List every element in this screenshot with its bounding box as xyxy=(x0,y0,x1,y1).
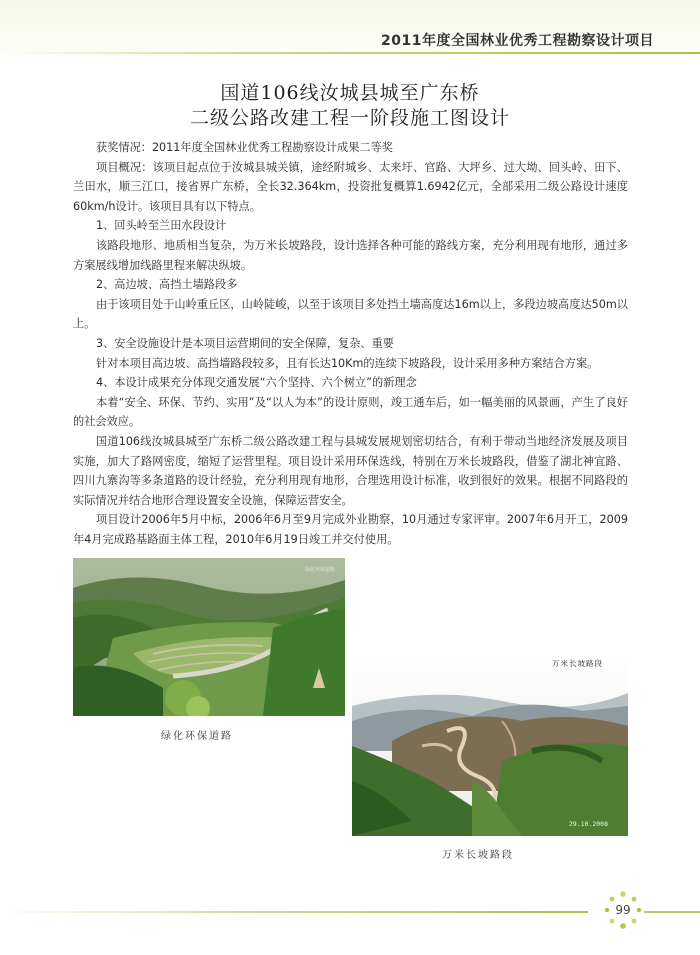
photo-caption-long-slope: 万米长坡路段 xyxy=(442,850,514,861)
page-number: 99 xyxy=(615,903,631,917)
photo-overlay-label: 绿化环保道路 xyxy=(304,567,335,573)
feature-heading-3: 3、安全设施设计是本项目运营期间的安全保障，复杂、重要 xyxy=(96,336,394,350)
photo-date-stamp: 29.10.2008 xyxy=(568,820,608,828)
header-rule xyxy=(0,52,700,54)
footer-rule xyxy=(0,911,588,913)
award-paragraph: 获奖情况：2011年度全国林业优秀工程勘察设计成果二等奖 xyxy=(96,141,393,154)
feature-heading-4: 4、本设计成果充分体现交通发展“六个坚持、六个树立”的新理念 xyxy=(96,376,417,390)
feature-heading-1: 1、回头岭至兰田水段设计 xyxy=(96,219,227,233)
feature-heading-2: 2、高边坡、高挡土墙路段多 xyxy=(96,278,238,292)
article-body xyxy=(73,138,628,549)
timeline-paragraph: 项目设计2006年5月中标，2006年6月至9月完成外业勘察，10月通过专家评审。2007年6月开工，2009年4月完成路基路面主体工程，2010年6月19日竣工并交付使用。 xyxy=(73,513,628,546)
photo-green-road xyxy=(73,558,345,716)
article-title-line-1: 国道106线汝城县城至广东桥 xyxy=(220,82,480,104)
photo-caption-green-road: 绿化环保道路 xyxy=(161,731,233,742)
overview-paragraph: 项目概况：该项目起点位于汝城县城关镇，途经附城乡、太来圩、官路、大坪乡、过大坳、回头岭、田下、兰田水，顺三江口，接省界广东桥，全长32.364km，投资批复概算1.6942亿元，全部采用二级公路设计速度60km/h设计。该项目具有以下特点。 xyxy=(73,160,628,213)
planning-paragraph: 国道106线汝城县城至广东桥二级公路改建工程与县城发展规划密切结合，有利于带动当地经济发展及项目实施，加大了路网密度，缩短了运营里程。项目设计采用环保选线，特别在万米长坡路段，借鉴了湖北神宜路、四川九寨沟等多条道路的设计经验，充分利用现有地形，合理选用设计标准，收到很好的效果。根据不同路段的实际情况并结合地形合理设置安全设施，保障运营安全。 xyxy=(73,434,628,507)
feature-text-1: 该路段地形、地质相当复杂，为万米长坡路段，设计选择各种可能的路线方案，充分利用现有地形，通过多方案展线增加线路里程来解决纵坡。 xyxy=(73,238,628,272)
feature-text-4: 本着“安全、环保、节约、实用”及“以人为本”的设计原则，竣工通车后，如一幅美丽的风景画，产生了良好的社会效应。 xyxy=(73,395,628,429)
photo-long-slope xyxy=(352,651,628,836)
feature-text-3: 针对本项目高边坡、高挡墙路段较多，且有长达10Km的连续下坡路段，设计采用多种方案结合方案。 xyxy=(96,356,599,370)
photo-overlay-title: 万米长坡路段 xyxy=(552,659,603,668)
feature-text-2: 由于该项目处于山岭重丘区，山岭陡峻，以至于该项目多处挡土墙高度达16m以上，多段边坡高度达50m以上。 xyxy=(73,297,628,331)
article-title-line-2: 二级公路改建工程一阶段施工图设计 xyxy=(189,107,510,129)
running-header: 2011年度全国林业优秀工程勘察设计项目 xyxy=(381,33,654,49)
footer-bar xyxy=(644,911,700,913)
